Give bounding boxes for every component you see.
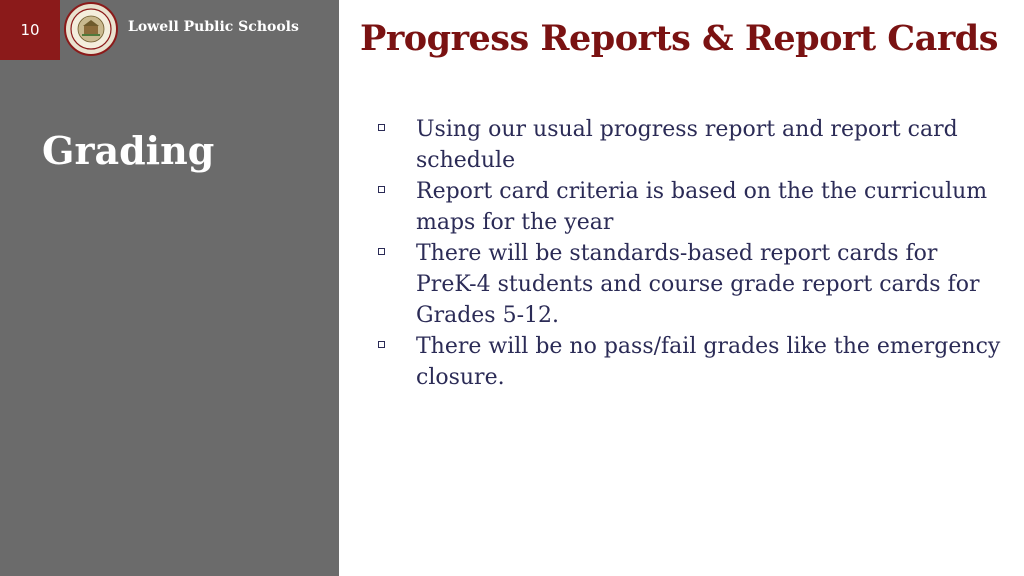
bullet-item <box>372 331 1002 393</box>
bullet-item <box>372 238 1002 331</box>
bullet-text: There will be no pass/fail grades like the emergency closure. <box>416 334 1001 390</box>
section-title: Grading <box>42 128 215 173</box>
bullet-list <box>372 114 1002 393</box>
bullet-text: Using our usual progress report and report card schedule <box>416 117 958 173</box>
bullet-item <box>372 114 1002 176</box>
bullet-text: There will be standards-based report cards for PreK-4 students and course grade report cards for Grades 5-12. <box>416 241 980 328</box>
hollow-square-bullet-icon <box>378 124 385 131</box>
bullet-item <box>372 176 1002 238</box>
school-seal-icon <box>64 2 118 56</box>
hollow-square-bullet-icon <box>378 186 385 193</box>
page-number: 10 <box>0 0 60 60</box>
slide-title: Progress Reports & Report Cards <box>360 18 998 59</box>
left-sidebar-panel <box>0 0 339 576</box>
bullet-text: Report card criteria is based on the the curriculum maps for the year <box>416 179 988 235</box>
hollow-square-bullet-icon <box>378 248 385 255</box>
hollow-square-bullet-icon <box>378 341 385 348</box>
organization-name: Lowell Public Schools <box>128 19 299 35</box>
